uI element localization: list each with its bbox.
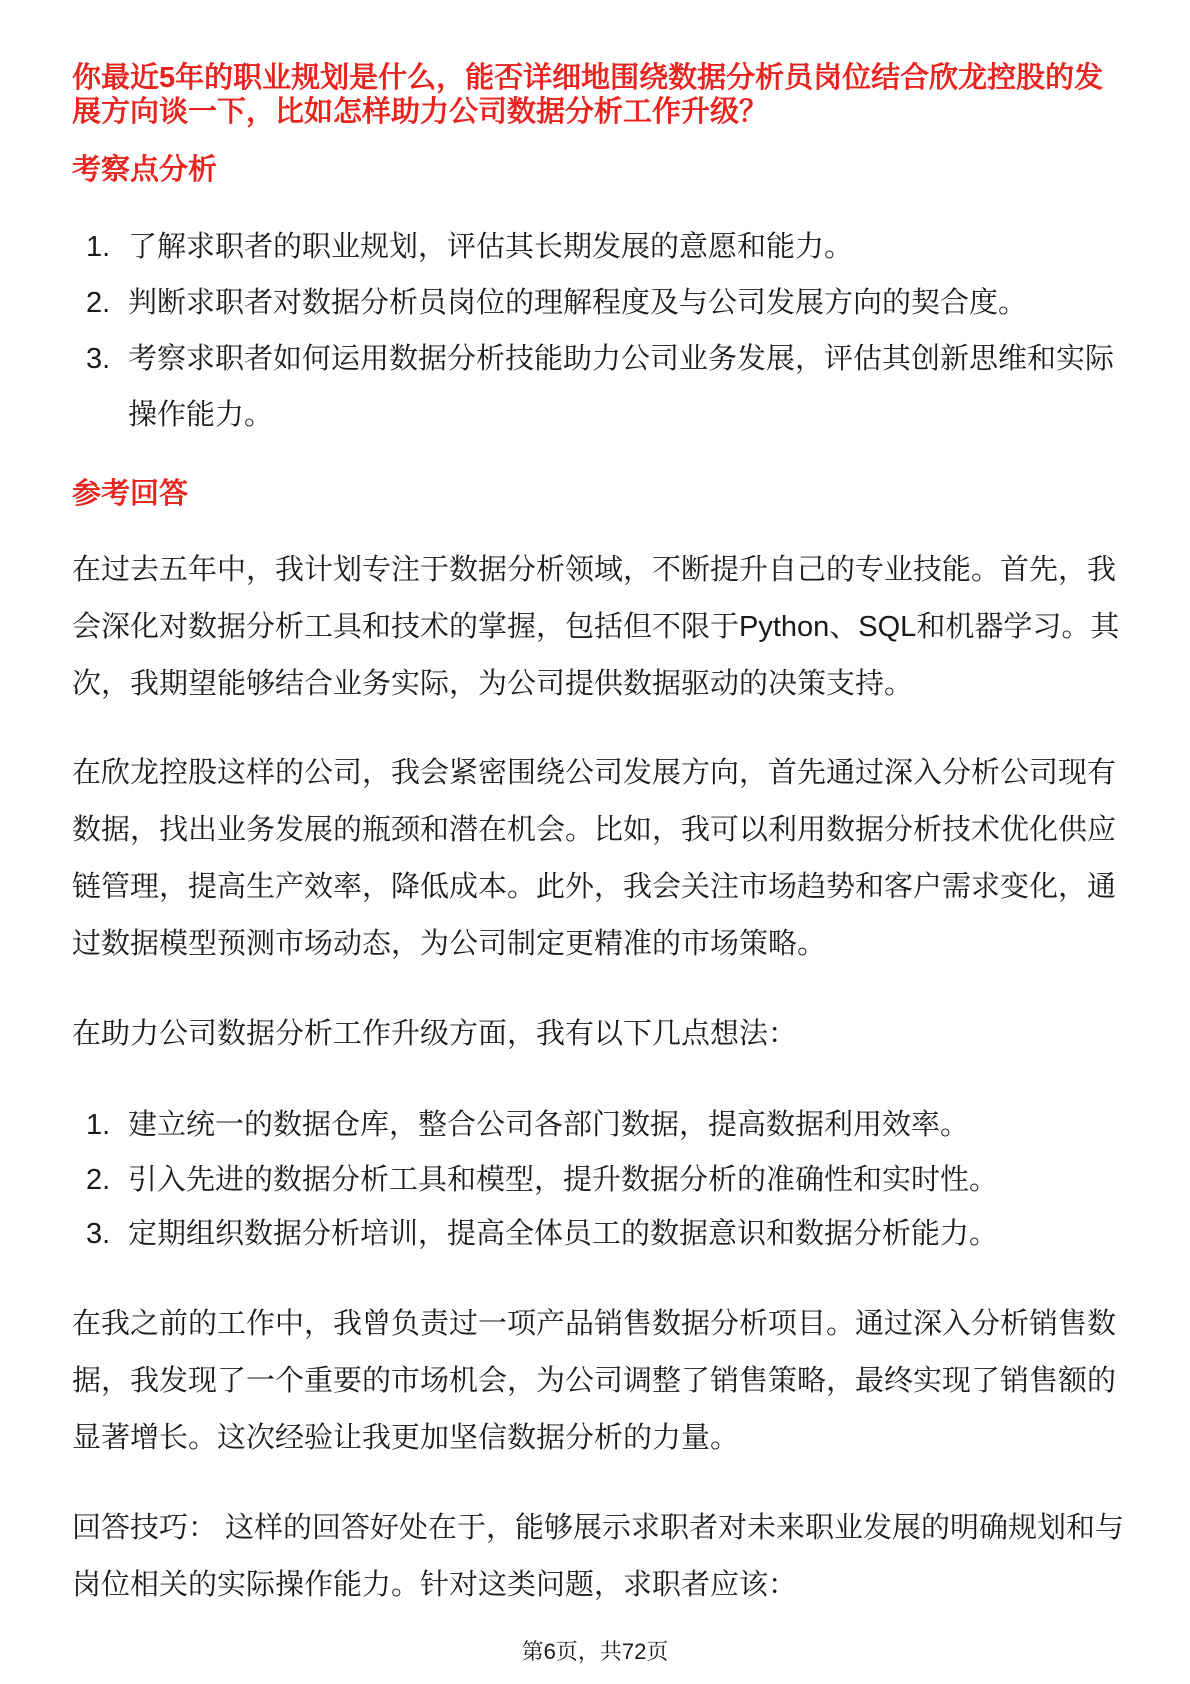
paragraph-line: 岗位相关的实际操作能力。针对这类问题，求职者应该： <box>72 1569 798 1601</box>
paragraph-line: 数据，找出业务发展的瓶颈和潜在机会。比如，我可以利用数据分析技术优化供应 <box>72 814 1117 846</box>
paragraph-line: 会深化对数据分析工具和技术的掌握，包括但不限于Python、SQL和机器学习。其 <box>72 611 1120 643</box>
paragraph-line: 在欣龙控股这样的公司，我会紧密围绕公司发展方向，首先通过深入分析公司现有 <box>72 757 1117 789</box>
list-item-number: 1. <box>86 1109 111 1141</box>
paragraph-line: 在我之前的工作中，我曾负责过一项产品销售数据分析项目。通过深入分析销售数 <box>72 1308 1117 1340</box>
question-line: 展方向谈一下，比如怎样助力公司数据分析工作升级？ <box>72 96 769 128</box>
list-item <box>72 219 1132 275</box>
list-item-text: 操作能力。 <box>128 399 274 431</box>
list-item <box>72 1153 1132 1208</box>
list-item <box>72 1098 1132 1153</box>
answer-tips <box>72 1500 1132 1614</box>
answer-paragraph <box>72 1296 1132 1467</box>
answer-paragraph <box>72 1006 1132 1063</box>
paragraph-line: 据，我发现了一个重要的市场机会，为公司调整了销售策略，最终实现了销售额的 <box>72 1365 1117 1397</box>
list-item-number: 2. <box>86 287 111 319</box>
list-item-number: 1. <box>86 231 111 263</box>
list-item <box>72 1207 1132 1262</box>
ideas-list <box>72 1098 1132 1262</box>
list-item-text: 定期组织数据分析培训，提高全体员工的数据意识和数据分析能力。 <box>128 1218 999 1250</box>
analysis-list <box>72 219 1132 443</box>
paragraph-line: 在过去五年中，我计划专注于数据分析领域，不断提升自己的专业技能。首先，我 <box>72 554 1117 586</box>
list-item-number: 2. <box>86 1163 111 1196</box>
paragraph-line: 回答技巧： 这样的回答好处在于，能够展示求职者对未来职业发展的明确规划和与 <box>72 1512 1125 1544</box>
answer-heading: 参考回答 <box>72 478 189 510</box>
list-item-text: 考察求职者如何运用数据分析技能助力公司业务发展，评估其创新思维和实际 <box>128 343 1115 375</box>
analysis-heading: 考察点分析 <box>72 154 218 186</box>
list-item-number: 3. <box>86 1218 111 1250</box>
list-item <box>72 331 1132 443</box>
paragraph-line: 次，我期望能够结合业务实际，为公司提供数据驱动的决策支持。 <box>72 668 914 700</box>
paragraph-line: 过数据模型预测市场动态，为公司制定更精准的市场策略。 <box>72 928 827 960</box>
paragraph-line: 显著增长。这次经验让我更加坚信数据分析的力量。 <box>72 1422 740 1454</box>
list-item-number: 3. <box>86 343 111 375</box>
answer-paragraph <box>72 745 1132 973</box>
list-item-text: 了解求职者的职业规划，评估其长期发展的意愿和能力。 <box>128 231 854 263</box>
list-item-text: 引入先进的数据分析工具和模型，提升数据分析的准确性和实时性。 <box>128 1163 999 1196</box>
question-title <box>72 61 1132 129</box>
question-line: 你最近5年的职业规划是什么，能否详细地围绕数据分析员岗位结合欣龙控股的发 <box>72 62 1104 94</box>
answer-paragraph <box>72 542 1132 713</box>
paragraph-line: 链管理，提高生产效率，降低成本。此外，我会关注市场趋势和客户需求变化，通 <box>72 871 1117 903</box>
list-item-text: 建立统一的数据仓库，整合公司各部门数据，提高数据利用效率。 <box>128 1109 970 1141</box>
page-number-footer: 第6页，共72页 <box>521 1639 669 1664</box>
list-item-text: 判断求职者对数据分析员岗位的理解程度及与公司发展方向的契合度。 <box>128 287 1028 319</box>
paragraph-line: 在助力公司数据分析工作升级方面，我有以下几点想法： <box>72 1018 798 1050</box>
list-item <box>72 275 1132 331</box>
